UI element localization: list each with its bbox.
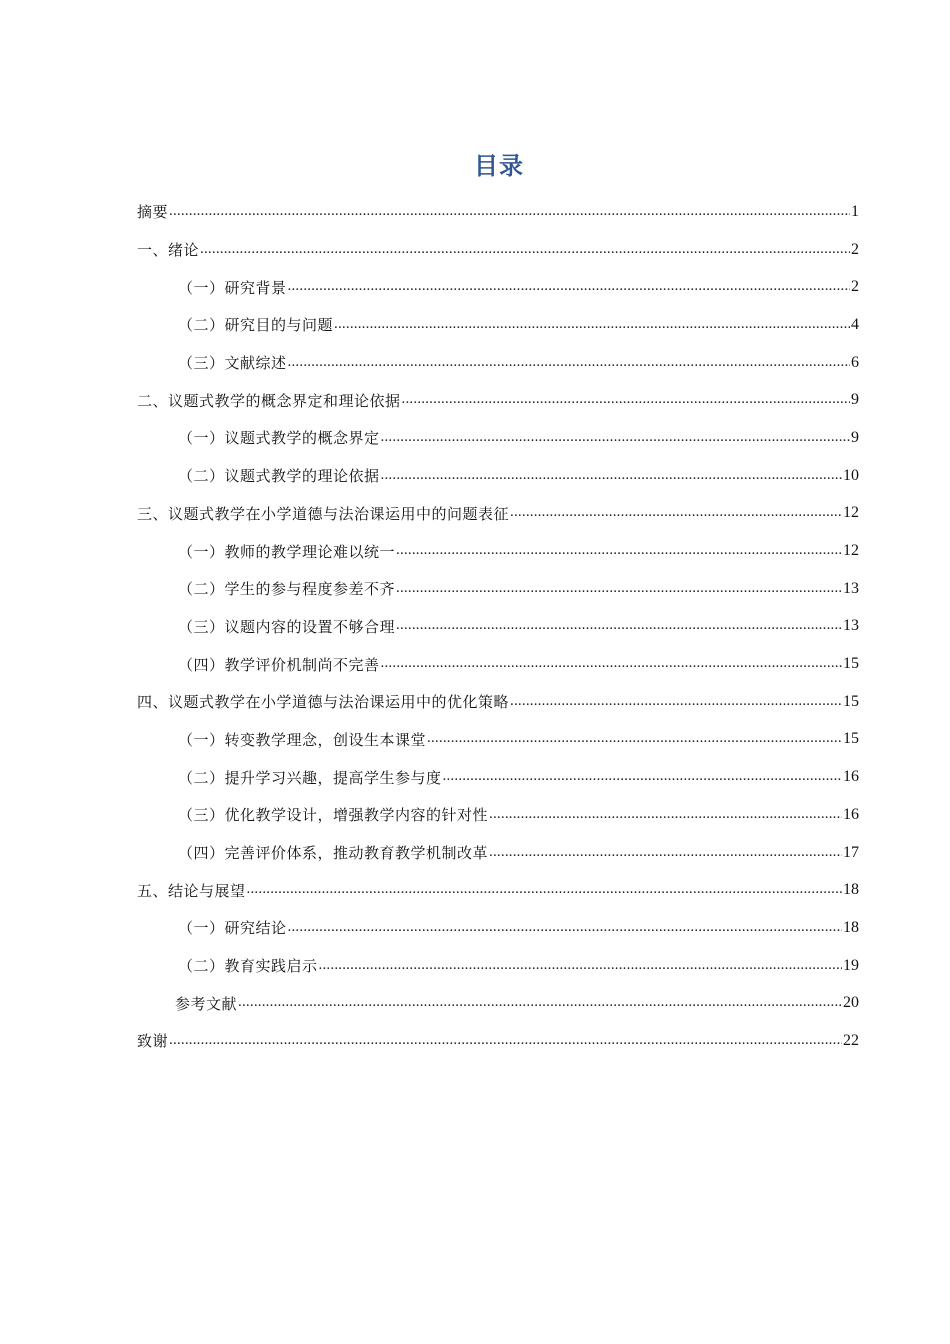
toc-entry-page: 13	[843, 617, 859, 635]
dot-leader	[402, 391, 850, 409]
toc-entry[interactable]	[137, 381, 859, 419]
dot-leader	[443, 768, 842, 786]
toc-entry-page: 4	[851, 315, 859, 333]
dot-leader	[288, 278, 850, 296]
toc-entry-label: 三、议题式教学在小学道德与法治课运用中的问题表征	[137, 504, 510, 523]
toc-entry-label: （二）提升学习兴趣，提高学生参与度	[178, 768, 442, 787]
toc-entry[interactable]	[137, 344, 859, 382]
dot-leader	[238, 994, 842, 1012]
toc-entry-page: 17	[843, 843, 859, 861]
toc-entry-label: （四）教学评价机制尚不完善	[178, 655, 380, 674]
dot-leader	[288, 919, 842, 937]
dot-leader	[381, 429, 850, 447]
toc-entry-page: 15	[843, 655, 859, 673]
dot-leader	[319, 957, 842, 975]
page-title: 目录	[474, 152, 524, 180]
toc-entry-label: （三）优化教学设计，增强教学内容的针对性	[178, 806, 489, 825]
toc-entry-page: 9	[851, 428, 859, 446]
toc-entry-page: 20	[843, 994, 859, 1012]
toc-entry-label: （二）研究目的与问题	[178, 316, 334, 335]
toc-entry[interactable]	[137, 268, 859, 306]
dot-leader	[396, 542, 842, 560]
dot-leader	[200, 241, 850, 259]
toc-entry[interactable]	[137, 231, 859, 269]
dot-leader	[247, 881, 842, 899]
toc-entry-label: （三）议题内容的设置不够合理	[178, 617, 396, 636]
toc-entry-label: 参考文献	[175, 994, 238, 1013]
dot-leader	[288, 354, 850, 372]
toc-entry-page: 9	[851, 391, 859, 409]
toc-entry-page: 12	[843, 504, 859, 522]
dot-leader	[510, 693, 842, 711]
toc-entry-page: 13	[843, 579, 859, 597]
toc-entry[interactable]	[137, 193, 859, 231]
toc-entry-page: 1	[851, 202, 859, 220]
toc-entry[interactable]	[137, 758, 859, 796]
dot-leader	[381, 655, 842, 673]
toc-entry-label: 一、绪论	[137, 241, 200, 260]
toc-entry-page: 2	[851, 240, 859, 258]
toc-entry-page: 16	[843, 768, 859, 786]
toc-entry-label: （一）议题式教学的概念界定	[178, 429, 380, 448]
toc-entry[interactable]	[137, 645, 859, 683]
toc-entry[interactable]	[137, 834, 859, 872]
toc-entry-label: 致谢	[137, 1032, 169, 1051]
toc-entry[interactable]	[137, 419, 859, 457]
toc-entry-page: 10	[843, 466, 859, 484]
toc-entry-label: 摘要	[137, 203, 169, 222]
toc-entry-page: 2	[851, 278, 859, 296]
toc-entry[interactable]	[137, 796, 859, 834]
dot-leader	[489, 806, 842, 824]
toc-entry-label: （四）完善评价体系，推动教育教学机制改革	[178, 844, 489, 863]
toc-entry[interactable]	[137, 871, 859, 909]
toc-entry[interactable]	[137, 909, 859, 947]
toc-entry-page: 18	[843, 918, 859, 936]
toc-entry-page: 22	[843, 1031, 859, 1049]
table-of-contents	[137, 193, 859, 1060]
toc-entry[interactable]	[137, 457, 859, 495]
toc-entry[interactable]	[137, 947, 859, 985]
toc-entry[interactable]	[137, 306, 859, 344]
toc-entry-label: （一）研究背景	[178, 278, 287, 297]
toc-entry[interactable]	[137, 495, 859, 533]
toc-entry-page: 15	[843, 692, 859, 710]
toc-entry-label: （一）研究结论	[178, 919, 287, 938]
toc-entry-page: 16	[843, 805, 859, 823]
toc-entry-page: 6	[851, 353, 859, 371]
toc-entry-page: 15	[843, 730, 859, 748]
toc-entry[interactable]	[137, 683, 859, 721]
toc-entry-label: （三）文献综述	[178, 354, 287, 373]
toc-entry-label: （一）转变教学理念，创设生本课堂	[178, 730, 427, 749]
dot-leader	[169, 1032, 842, 1050]
dot-leader	[427, 730, 842, 748]
toc-entry-label: （二）教育实践启示	[178, 957, 318, 976]
toc-entry[interactable]	[137, 532, 859, 570]
toc-entry[interactable]	[137, 570, 859, 608]
dot-leader	[396, 617, 842, 635]
toc-entry[interactable]	[137, 608, 859, 646]
toc-entry-label: 五、结论与展望	[137, 881, 246, 900]
toc-entry-label: （一）教师的教学理论难以统一	[178, 542, 396, 561]
toc-entry[interactable]	[137, 1022, 859, 1060]
dot-leader	[334, 316, 850, 334]
toc-entry[interactable]	[137, 721, 859, 759]
dot-leader	[489, 844, 842, 862]
toc-entry-label: （二）议题式教学的理论依据	[178, 467, 380, 486]
toc-entry-label: 四、议题式教学在小学道德与法治课运用中的优化策略	[137, 693, 510, 712]
toc-entry-page: 18	[843, 881, 859, 899]
dot-leader	[510, 504, 842, 522]
toc-entry-page: 19	[843, 956, 859, 974]
toc-entry-page: 12	[843, 542, 859, 560]
dot-leader	[381, 467, 842, 485]
dot-leader	[396, 580, 842, 598]
toc-entry-label: 二、议题式教学的概念界定和理论依据	[137, 391, 401, 410]
dot-leader	[169, 203, 850, 221]
toc-entry[interactable]	[137, 984, 859, 1022]
toc-entry-label: （二）学生的参与程度参差不齐	[178, 580, 396, 599]
